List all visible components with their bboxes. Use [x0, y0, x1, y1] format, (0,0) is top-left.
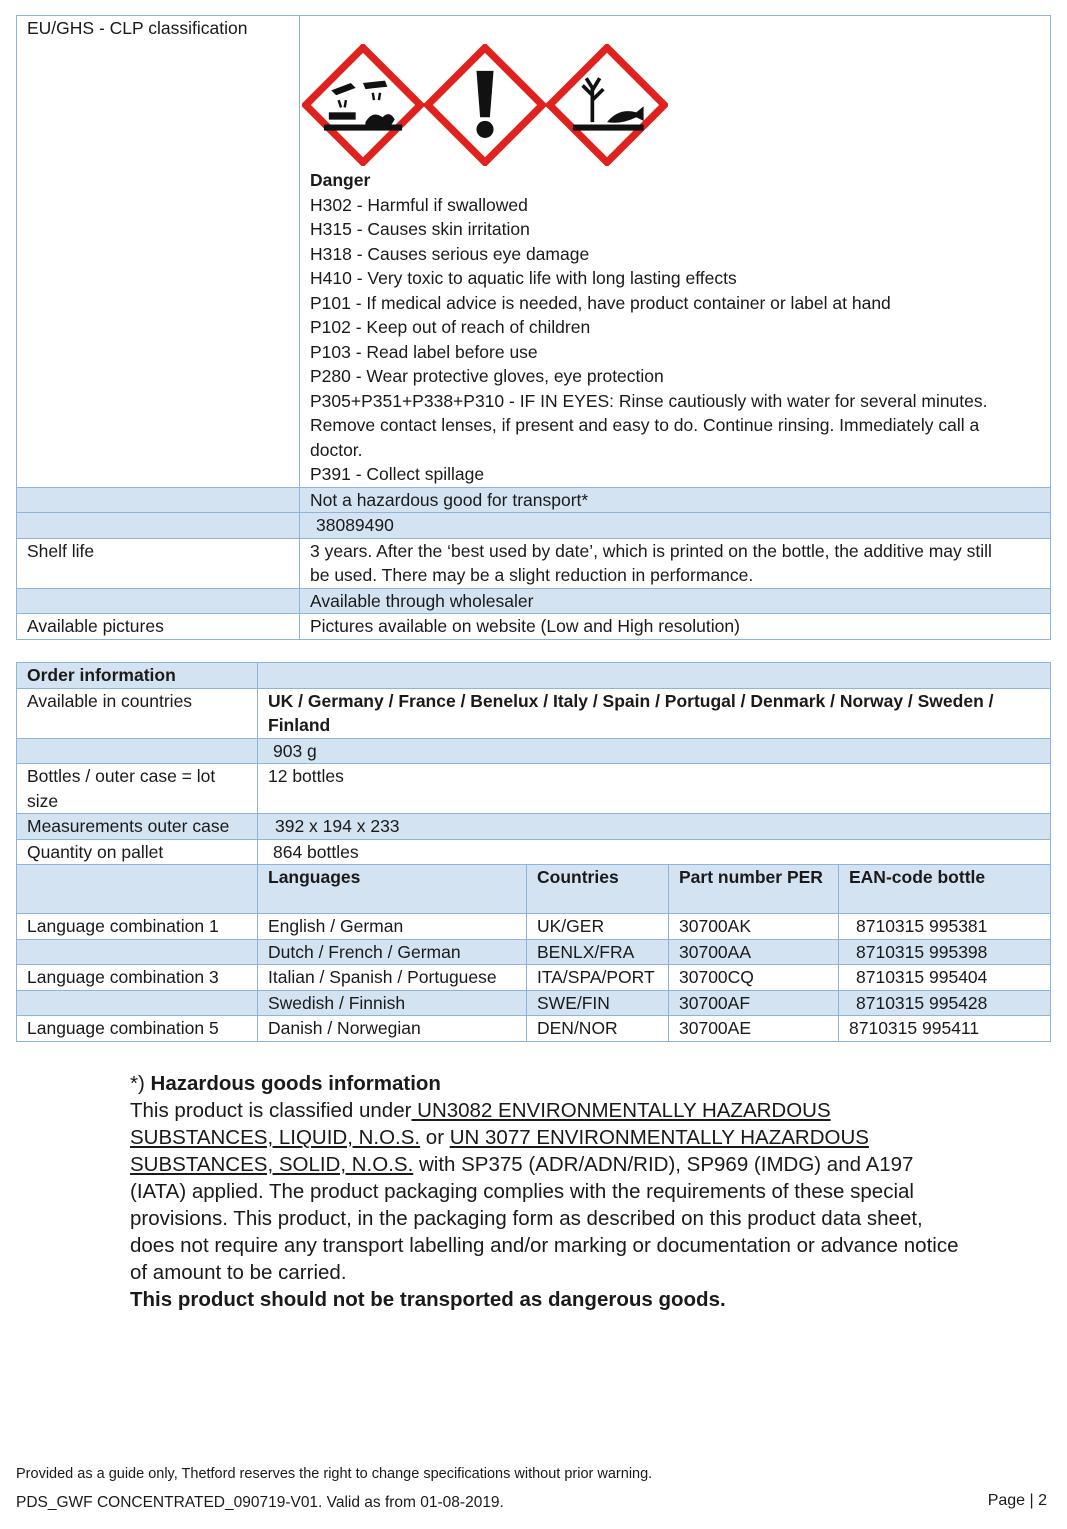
statement: H302 - Harmful if swallowed — [310, 194, 528, 215]
environment-icon — [546, 44, 668, 166]
statement: doctor. — [310, 439, 363, 460]
countries-label: Available in countries — [17, 688, 258, 738]
note-heading — [130, 1070, 970, 1097]
col-header-countries: Countries — [527, 865, 669, 914]
note-text: This product is classified under — [130, 1099, 412, 1122]
statement: P103 - Read label before use — [310, 341, 538, 362]
empty-cell — [17, 865, 258, 914]
combo-ean: 8710315 995411 — [839, 1016, 1051, 1042]
un3077-reference: UN 3077 ENVIRONMENTALLY HAZARDOUS SUBSTANCES, SOLID, N.O.S. — [130, 1126, 869, 1176]
statement: P101 - If medical advice is needed, have product container or label at hand — [310, 292, 891, 313]
statement: P305+P351+P338+P310 - IF IN EYES: Rinse cautiously with water for several minutes. — [310, 390, 988, 411]
combo-countries: BENLX/FRA — [527, 939, 669, 965]
shelf-life-line: 3 years. After the ‘best used by date’, which is printed on the bottle, the additive may still — [310, 540, 992, 561]
lot-value: 12 bottles — [258, 764, 1051, 814]
note-body — [130, 1097, 970, 1286]
note-text: with SP375 (ADR/ADN/RID), SP969 (IMDG) and A197 (IATA) applied. The product packaging complies with the requirements of these special provisions. This product, in the packaging form as described on this product data sheet, does not require any transport labelling and/or marking or documentation or advance notice of amount to be carried. — [130, 1153, 959, 1284]
empty-cell — [17, 738, 258, 764]
note-title: Hazardous goods information — [150, 1072, 441, 1095]
combo-languages: Dutch / French / German — [258, 939, 527, 965]
wholesale-value: Available through wholesaler — [300, 588, 1051, 614]
combo-part: 30700AK — [669, 914, 839, 940]
combo-label: Language combination 3 — [17, 965, 258, 991]
combo-label: Language combination 1 — [17, 914, 258, 940]
combo-part: 30700AA — [669, 939, 839, 965]
empty-cell — [258, 663, 1051, 689]
combo-ean: 8710315 995428 — [839, 990, 1051, 1016]
clp-cell — [300, 16, 1051, 488]
page-number: Page | 2 — [987, 1492, 1047, 1509]
combo-countries: UK/GER — [527, 914, 669, 940]
order-header: Order information — [17, 663, 258, 689]
document-id: PDS_GWF CONCENTRATED_090719-V01. Valid as from 01-08-2019. — [16, 1494, 504, 1511]
note-marker: *) — [130, 1072, 145, 1095]
pallet-value: 864 bottles — [258, 839, 1051, 865]
measure-value: 392 x 194 x 233 — [258, 814, 1051, 840]
pictogram-row — [310, 16, 1040, 168]
transport-value: Not a hazardous good for transport* — [300, 487, 1051, 513]
combo-label — [17, 939, 258, 965]
shelf-life-value — [300, 538, 1051, 588]
combo-part: 30700CQ — [669, 965, 839, 991]
corrosion-icon — [302, 44, 424, 166]
pictures-label: Available pictures — [17, 614, 300, 640]
statement: H410 - Very toxic to aquatic life with long lasting effects — [310, 268, 737, 288]
combo-label — [17, 990, 258, 1016]
combo-countries: DEN/NOR — [527, 1016, 669, 1042]
statement: P280 - Wear protective gloves, eye protection — [310, 366, 664, 386]
col-header-languages: Languages — [258, 865, 527, 914]
note-conclusion: This product should not be transported as dangerous goods. — [130, 1288, 726, 1311]
combo-part: 30700AE — [669, 1016, 839, 1042]
combo-countries: SWE/FIN — [527, 990, 669, 1016]
statement: P102 - Keep out of reach of children — [310, 317, 591, 337]
combo-part: 30700AF — [669, 990, 839, 1016]
statement: Remove contact lenses, if present and easy to do. Continue rinsing. Immediately call a — [310, 415, 980, 435]
disclaimer: Provided as a guide only, Thetford reserves the right to change specifications without prior warning. — [16, 1466, 653, 1482]
countries-value: UK / Germany / France / Benelux / Italy / Spain / Portugal / Denmark / Norway / Sweden / Finland — [258, 688, 1051, 738]
exclamation-icon — [424, 44, 546, 166]
combo-countries: ITA/SPA/PORT — [527, 965, 669, 991]
pallet-label: Quantity on pallet — [17, 839, 258, 865]
col-header-ean: EAN-code bottle — [839, 865, 1051, 914]
empty-cell — [17, 513, 300, 539]
combo-languages: Danish / Norwegian — [258, 1016, 527, 1042]
statement: P391 - Collect spillage — [310, 464, 485, 484]
code-value: 38089490 — [300, 513, 1051, 539]
statement: H318 - Causes serious eye damage — [310, 243, 590, 264]
signal-word: Danger — [310, 170, 371, 190]
statement: H315 - Causes skin irritation — [310, 219, 530, 239]
col-header-part-number: Part number PER — [669, 865, 839, 914]
shelf-life-line: be used. There may be a slight reduction in performance. — [310, 565, 754, 585]
shelf-life-label: Shelf life — [17, 538, 300, 588]
empty-cell — [17, 487, 300, 513]
combo-ean: 8710315 995381 — [839, 914, 1051, 940]
combo-ean: 8710315 995398 — [839, 939, 1051, 965]
hazardous-goods-note — [130, 1070, 970, 1313]
measure-label: Measurements outer case — [17, 814, 258, 840]
empty-cell — [17, 588, 300, 614]
combo-languages: English / German — [258, 914, 527, 940]
clp-label: EU/GHS - CLP classification — [17, 16, 300, 488]
combo-ean: 8710315 995404 — [839, 965, 1051, 991]
un3082-reference: UN3082 ENVIRONMENTALLY HAZARDOUS SUBSTANCES, LIQUID, N.O.S. — [130, 1099, 831, 1149]
combo-languages: Swedish / Finnish — [258, 990, 527, 1016]
weight-value: 903 g — [258, 738, 1051, 764]
lot-label: Bottles / outer case = lot size — [17, 764, 258, 814]
note-text: or — [420, 1126, 450, 1149]
hazard-statements — [310, 193, 1040, 487]
pictures-value: Pictures available on website (Low and High resolution) — [300, 614, 1051, 640]
hazard-table — [16, 15, 1051, 640]
order-table — [16, 662, 1051, 1042]
combo-label: Language combination 5 — [17, 1016, 258, 1042]
combo-languages: Italian / Spanish / Portuguese — [258, 965, 527, 991]
